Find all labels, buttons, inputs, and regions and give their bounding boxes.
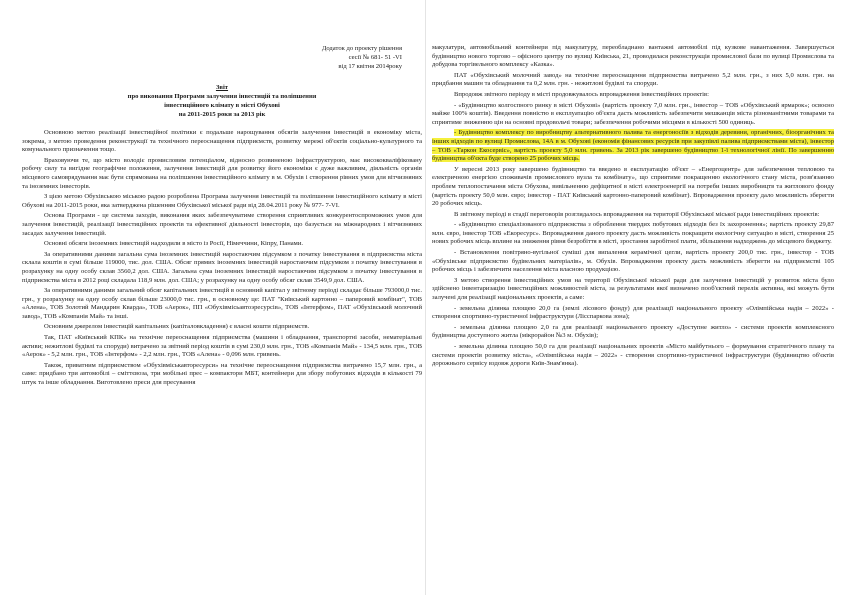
report-title-line-2: інвестиційного клімату в місті Обухові (164, 102, 280, 109)
left-body (22, 129, 422, 388)
right-paragraph: З метою створення інвестиційних умов на території Обухівської міської ради для залучення інвестицій у розвиток міста було здійснено інвентаризацію інвестиційних можливостей міста, за результатами якої визначено пооб'єктний перелік активна, які можуть бути залучені для реалізації національних проектів, а саме: (432, 276, 834, 302)
annex-line-2: сесії № 681- 51 -VI (348, 54, 402, 61)
left-paragraph: За оперативними даними загальна сума іноземних інвестицій наростаючим підсумком з початку інвестування в підприємства міста склала коштів в сумі більше 119000, тис. дол. США. Обсяг прямих іноземних інвестицій наростаючим підсумком з початку інвестування в розрахунку на одну особу склав 3560,2 дол. США. Загальна сума іноземних інвестицій наростаючим підсумком з початку інвестування в підприємства міста в 2012 році складала 118,9 млн. дол. США; у розрахунку на одну особу обсяг склав 3549,9 дол. США. (22, 250, 422, 284)
highlighted-paragraph (432, 129, 834, 163)
right-paragraph: Впродовж звітного періоду в місті продовжувалось впровадження інвестиційних проектів: (454, 90, 709, 98)
right-body (432, 44, 834, 369)
left-paragraph: Так, ПАТ «Київський КПК» на технічне переоснащення підприємства (машини і обладнання, транспортні засоби, нематеріальні активи; нежитлові будівлі та споруди) витрачено за звітний період коштів в сумі 230,0 млн. грн., ТОВ «Компанія Май» - 134,5 млн. грн., ТОВ «Аерок» - 5,2 млн. грн., ТОВ «Інтерфом» - 2,2 млн. грн., ТОВ «Алена» - 0,096 млн. гривень. (22, 334, 422, 359)
right-paragraph: - Встановлення повітряно-вугільної суміші для випалення керамічної цегли, вартість проекту 200,0 тис. грн., інвестор - ТОВ «Обухівське підприємство будівельних матеріалів», м. Обухів. Впровадження проекту дасть можливість зберегти на підприємстві 105 робочих місць і забезпечити населення міста власною продукцією. (432, 249, 834, 274)
report-title-line-3: на 2011-2015 роки за 2013 рік (178, 111, 266, 118)
right-paragraph: - «Будівництво спеціалізованого підприємства з оброблення твердих побутових відходів без їх захоронення»; вартість проекту 29,87 млн. євро, інвестор ТОВ «Екоресурс». Впровадження даного проекту дасть можливість покращити екологічну ситуацію в місті, створення 25 нових робочих місць вплине на зниження рівня безробіття в місті, зростання заробітної плати, збільшення надходжень до місцевого бюджету. (432, 221, 834, 246)
annex-note (22, 44, 402, 71)
page-divider (425, 0, 426, 595)
left-paragraph: Основним джерелом інвестицій капітальних (капіталовкладення) є власні кошти підприємств. (44, 323, 310, 331)
right-paragraph: У вересні 2013 року завершено будівництво та введено в експлуатацію об'єкт – «Енергоцентр» для забезпечення тепловою та електричною енергією споживачів промислового вузла та комбінату», що сприятиме покращенню екологічного стану міста, розв'язанню проблем теплопостачання міста Обухова, вивільненню дефіцитної в місті електроенергії на потреби інших виробництв та житлового фонду (вартість проекту 50,0 млн. євро; інвестор - ПАТ Київський картонно-паперовий комбінат). Впровадження проекту дало можливість зберегти 20 робочих місць. (432, 165, 834, 208)
report-heading: Звіт (215, 84, 229, 91)
report-title-line-1: про виконання Програми залучення інвестицій та поліпшення (127, 93, 317, 100)
right-paragraph: ПАТ «Обухівський молочний завод» на технічне переоснащення підприємства витрачено 5,2 млн. грн., з них 5,0 млн. грн. на придбання машин та обладнання та 0,2 млн. грн. - нежитлові будівлі та споруди. (432, 71, 834, 88)
left-paragraph: Основною метою реалізації інвестиційної політики є подальше нарощування обсягів залучення інвестицій в економіку міста, зокрема, з метою проведення реконструкції та технічного переоснащення підприємств, розвитку мережі об'єктів соціально-культурного та комунального призначення тощо. (22, 129, 422, 154)
annex-line-1: Додаток до проекту рішення (321, 45, 402, 52)
left-page (22, 0, 422, 595)
right-paragraph: - земельна ділянка площею 50,0 га для реалізації національних проектів «Місто майбутнього – формування стратегічного плану та системи проектів розвитку міста», «Олімпійська надія – 2022» - створення спортивно-туристичної інфраструктури (будівництво об'єктів дорожнього сервісу вздовж дороги Київ-Знам'янка). (432, 343, 834, 368)
left-paragraph: Враховуючи те, що місто володіє промисловим потенціалом, відносно розвиненою інфраструктурою, має висококваліфіковану робочу силу та вигідне географічне положення, залучення інвестицій для розвитку його економіки є дуже важливим, діяльність органів місцевого самоврядування має бути спрямована на поліпшення інвестиційного клімату в м. Обухів і створення рівних умов для вітчизняних та іноземних інвесторів. (22, 156, 422, 190)
left-paragraph: Також, приватним підприємством «Обухівміськавторесурси» на технічне переоснащення підприємства витрачено 15,7 млн. грн., а саме: придбано три автомобілі – сміттєвоза, три мобільні прес – компактори МБТ, контейнери для збору побутових відходів в кількості 79 штук та інше обладнання. Виготовлено преси для пресування (22, 361, 422, 387)
right-paragraph: - земельна ділянка площею 20,0 га (землі лісового фонду) для реалізації національного проекту «Олімпійська надія – 2022» - створення спортивно-туристичної інфраструктури (Лісспаркова зона); (432, 304, 834, 321)
right-paragraph: - «Будівництво колгоспного ринку в місті Обухові» (вартість проекту 7,0 млн. грн., інвестор – ТОВ «Обухівський ярмарок»; освоєно майже 100% коштів). Введення повністю в експлуатацію об'єкта дасть можливість забезпечити мешканців міста різноманітними товарами та сприятиме зниженню цін на основні продовольчі товари; забезпечення робочими місцями в кількості 500 одиниць. (432, 101, 834, 126)
right-paragraph: - земельна ділянка площею 2,0 га для реалізації національного проекту «Доступне житло» - системи проектів комплексного будівництва доступного житла (мікрорайон №3 м. Обухів); (432, 323, 834, 340)
annex-line-3: від 17 квітня 2014року (338, 63, 402, 70)
left-paragraph: З цією метою Обухівською міською радою розроблена Програма залучення інвестицій та поліпшення інвестиційного клімату в місті Обухові на 2011-2015 роки, яка затверджена рішенням Обухівської міської ради від 28.04.2011 року № 977- 7-VI. (22, 193, 422, 209)
highlight-mark: - Будівництво комплексу по виробництву альтернативного палива та енергоносіїв з відходів деревини, органічних, біоорганічних та інших відходів по вулиці Промислова, 14А в м. Обухові (економія фінансових ресурсів при закупівлі палива підприємствами міста), інвестор – ТОВ «Таркон Екосервіс», вартість проекту 5,0 млн. гривень. За 2013 рік завершено будівництво 1-ї технологічної лінії. По завершенню будівництва об'єкта буде створено 25 робочих місць. (432, 129, 834, 163)
right-page (432, 0, 834, 595)
right-paragraph: В звітному періоді в стадії переговорів розглядалось впровадження на території Обухівської міської ради інвестиційних проектів: (454, 210, 820, 218)
left-paragraph: За оперативними даними загальний обсяг капітальних інвестицій в основний капітал у звітному періоді складає більше 793000,0 тис. грн., у розрахунку на одну особу склав більше 23000,0 тис. грн., в основному це: ПАТ "Київський картонно – паперовий комбінат", ТОВ «Алена», ТОВ Золотий Мандарин Кварда», ТОВ «Аерок», ПП «Обухівмісьавтоэресурсів», ТОВ «Інтерфом», ПАТ «Обухівський молочний завод», ТОВ «Компанія Май» та інші. (22, 287, 422, 320)
report-title (22, 83, 422, 119)
right-paragraph: макулатури, автомобільний контейнери під макулатуру, переобладнано вантажні автомобілі під кузкове навантаження. Завершується будівництво нового торгово – офісного центру по вулиці Київська, 21, проводилася реконструкція промислової бази по вулиці Промислова та добудова торгівельного комплексу «Казка». (432, 44, 834, 69)
left-paragraph: Основні обсяги іноземних інвестицій надходили в місто із Росії, Німеччини, Кіпру, Панами. (44, 240, 304, 248)
left-paragraph: Основа Програми - це система заходів, виконання яких забезпечуватиме створення сприятливих конкурентоспроможних умов для залучення інвестицій, реалізації інвестиційних проектів та ефективної діяльності інвесторів, що базується на міжнародних і вітчизняних засадах залучення інвестицій. (22, 212, 422, 237)
